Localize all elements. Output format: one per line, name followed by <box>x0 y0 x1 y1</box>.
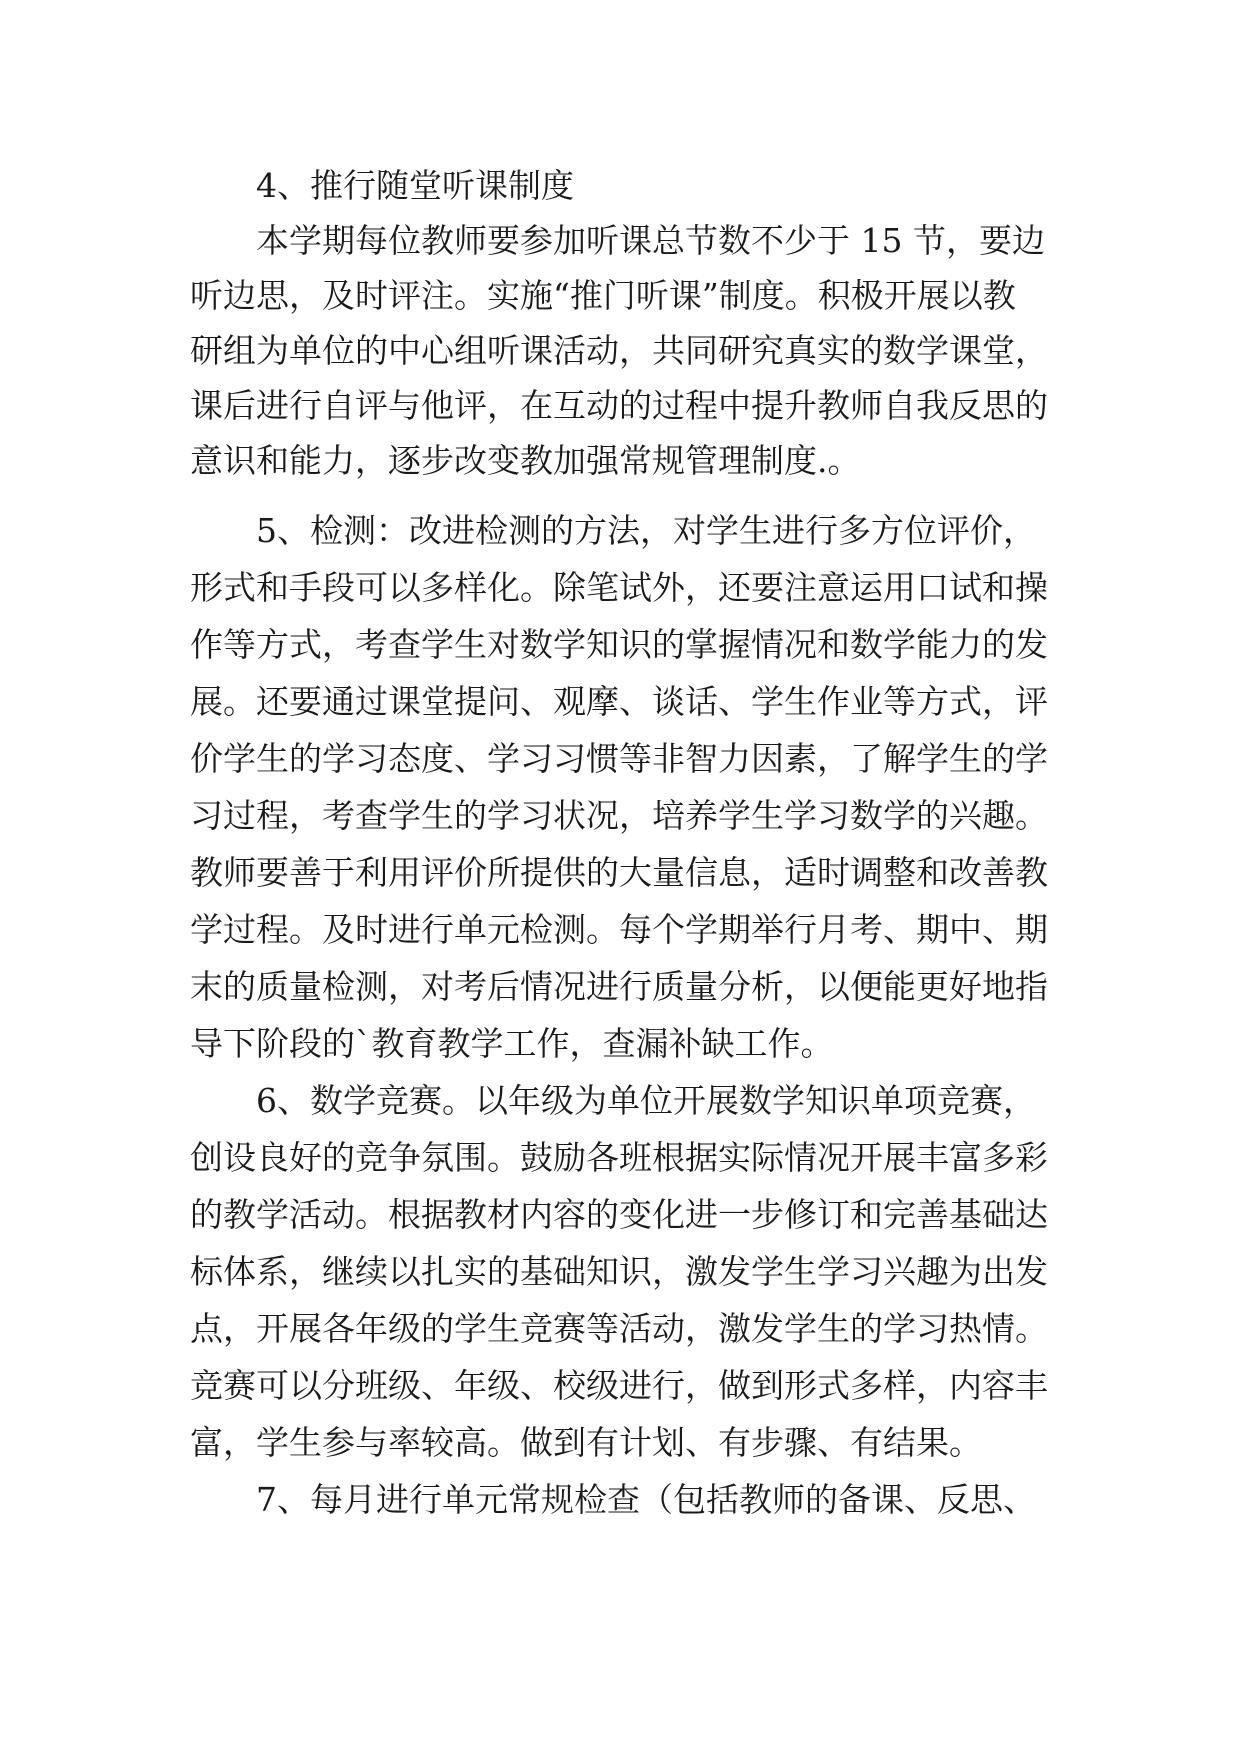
text-line: 教师要善于利用评价所提供的大量信息，适时调整和改善教 <box>190 853 1048 892</box>
text-line: 的教学活动。根据教材内容的变化进一步修订和完善基础达 <box>190 1195 1048 1234</box>
text-line: 习过程，考查学生的学习状况，培养学生学习数学的兴趣。 <box>190 796 1048 835</box>
text-line: 创设良好的竞争氛围。鼓励各班根据实际情况开展丰富多彩 <box>190 1138 1048 1177</box>
text-line: 竞赛可以分班级、年级、校级进行，做到形式多样，内容丰 <box>190 1366 1048 1405</box>
text-line: 意识和能力，逐步改变教加强常规管理制度.。 <box>190 441 861 480</box>
text-line: 本学期每位教师要参加听课总节数不少于 15 节，要边 <box>256 221 1045 260</box>
section-heading-4: 4、推行随堂听课制度 <box>256 166 574 205</box>
text-line: 导下阶段的`教育教学工作，查漏补缺工作。 <box>190 1024 834 1063</box>
text-line: 学过程。及时进行单元检测。每个学期举行月考、期中、期 <box>190 910 1048 949</box>
text-line: 富，学生参与率较高。做到有计划、有步骤、有结果。 <box>190 1423 982 1462</box>
text-line: 研组为单位的中心组听课活动，共同研究真实的数学课堂， <box>190 331 1048 370</box>
section-heading-5: 5、检测：改进检测的方法，对学生进行多方位评价， <box>256 511 1036 550</box>
text-line: 价学生的学习态度、学习习惯等非智力因素，了解学生的学 <box>190 739 1048 778</box>
text-line: 展。还要通过课堂提问、观摩、谈话、学生作业等方式，评 <box>190 682 1048 721</box>
section-heading-7: 7、每月进行单元常规检查（包括教师的备课、反思、 <box>256 1480 1036 1519</box>
text-line: 点，开展各年级的学生竞赛等活动，激发学生的学习热情。 <box>190 1309 1048 1348</box>
section-heading-6: 6、数学竞赛。以年级为单位开展数学知识单项竞赛， <box>256 1081 1036 1120</box>
text-line: 作等方式，考查学生对数学知识的掌握情况和数学能力的发 <box>190 625 1048 664</box>
text-line: 末的质量检测，对考后情况进行质量分析，以便能更好地指 <box>190 967 1048 1006</box>
text-line: 标体系，继续以扎实的基础知识，激发学生学习兴趣为出发 <box>190 1252 1048 1291</box>
text-line: 听边思，及时评注。实施“推门听课”制度。积极开展以教 <box>190 276 1016 315</box>
text-line: 形式和手段可以多样化。除笔试外，还要注意运用口试和操 <box>190 568 1048 607</box>
text-line: 课后进行自评与他评，在互动的过程中提升教师自我反思的 <box>190 386 1048 425</box>
